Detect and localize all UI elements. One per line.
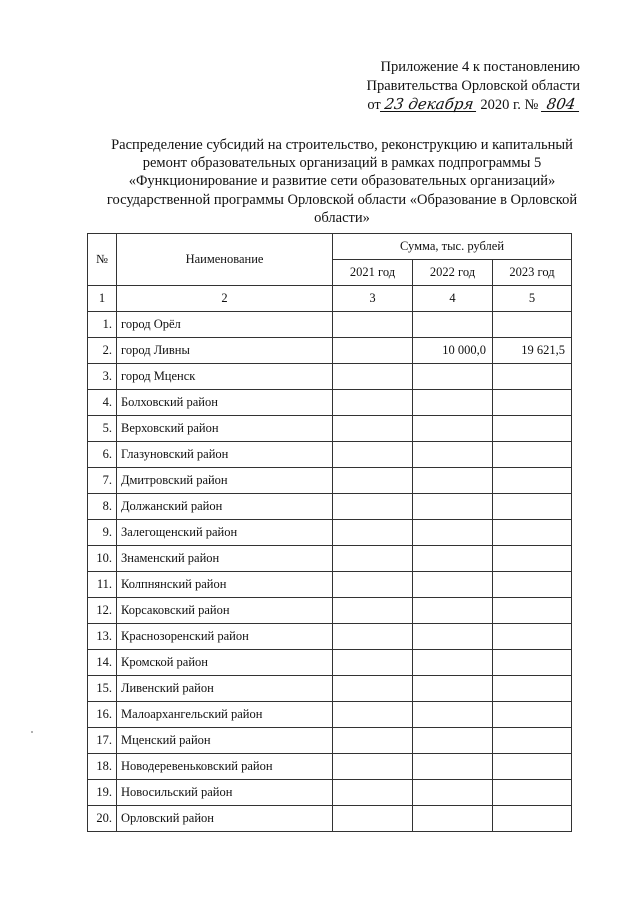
column-header-2023: 2023 год xyxy=(493,260,572,286)
row-number: 13. xyxy=(88,624,117,650)
index-cell: 4 xyxy=(413,286,493,312)
row-number: 9. xyxy=(88,520,117,546)
index-cell: 3 xyxy=(333,286,413,312)
row-value-2021 xyxy=(333,312,413,338)
row-number: 15. xyxy=(88,676,117,702)
row-value-2023 xyxy=(493,520,572,546)
table-row xyxy=(88,390,572,416)
row-name: город Орёл xyxy=(117,312,333,338)
index-cell: 2 xyxy=(117,286,333,312)
row-value-2021 xyxy=(333,416,413,442)
table-row xyxy=(88,598,572,624)
row-value-2022 xyxy=(413,598,493,624)
row-value-2023 xyxy=(493,312,572,338)
row-value-2022 xyxy=(413,780,493,806)
table-row xyxy=(88,416,572,442)
table-row xyxy=(88,520,572,546)
index-cell: 1 xyxy=(88,286,117,312)
row-number: 14. xyxy=(88,650,117,676)
row-name: Верховский район xyxy=(117,416,333,442)
row-value-2021 xyxy=(333,494,413,520)
row-value-2023 xyxy=(493,780,572,806)
row-value-2022 xyxy=(413,754,493,780)
row-name: Ливенский район xyxy=(117,676,333,702)
row-value-2022 xyxy=(413,442,493,468)
appendix-line-3 xyxy=(360,96,580,115)
row-name: Дмитровский район xyxy=(117,468,333,494)
row-value-2023 xyxy=(493,546,572,572)
column-header-sum: Сумма, тыс. рублей xyxy=(333,234,572,260)
row-number: 4. xyxy=(88,390,117,416)
table-row xyxy=(88,442,572,468)
row-number: 5. xyxy=(88,416,117,442)
index-cell: 5 xyxy=(493,286,572,312)
row-value-2023 xyxy=(493,806,572,832)
row-name: Знаменский район xyxy=(117,546,333,572)
row-name: Должанский район xyxy=(117,494,333,520)
row-value-2022 xyxy=(413,702,493,728)
row-value-2021 xyxy=(333,728,413,754)
row-value-2021 xyxy=(333,702,413,728)
row-value-2021 xyxy=(333,676,413,702)
row-value-2022: 10 000,0 xyxy=(413,338,493,364)
row-name: Новодеревеньковский район xyxy=(117,754,333,780)
table-row xyxy=(88,468,572,494)
table-row xyxy=(88,650,572,676)
scan-speck xyxy=(31,731,33,733)
row-value-2021 xyxy=(333,780,413,806)
row-value-2023 xyxy=(493,650,572,676)
row-number: 1. xyxy=(88,312,117,338)
table-row xyxy=(88,702,572,728)
row-number: 20. xyxy=(88,806,117,832)
row-number: 10. xyxy=(88,546,117,572)
row-value-2023 xyxy=(493,468,572,494)
row-value-2021 xyxy=(333,754,413,780)
row-value-2022 xyxy=(413,416,493,442)
row-value-2021 xyxy=(333,338,413,364)
row-value-2023 xyxy=(493,624,572,650)
table-row xyxy=(88,754,572,780)
row-value-2021 xyxy=(333,520,413,546)
row-number: 19. xyxy=(88,780,117,806)
row-value-2022 xyxy=(413,546,493,572)
row-number: 18. xyxy=(88,754,117,780)
row-value-2022 xyxy=(413,624,493,650)
row-value-2022 xyxy=(413,390,493,416)
table-row xyxy=(88,338,572,364)
row-value-2023 xyxy=(493,390,572,416)
row-number: 3. xyxy=(88,364,117,390)
row-name: Краснозоренский район xyxy=(117,624,333,650)
row-value-2022 xyxy=(413,676,493,702)
table-row xyxy=(88,780,572,806)
row-value-2023 xyxy=(493,494,572,520)
row-name: Малоархангельский район xyxy=(117,702,333,728)
table-row xyxy=(88,676,572,702)
row-name: Корсаковский район xyxy=(117,598,333,624)
row-value-2023: 19 621,5 xyxy=(493,338,572,364)
row-value-2021 xyxy=(333,624,413,650)
row-value-2022 xyxy=(413,520,493,546)
row-value-2022 xyxy=(413,312,493,338)
row-number: 17. xyxy=(88,728,117,754)
row-name: Орловский район xyxy=(117,806,333,832)
row-value-2023 xyxy=(493,598,572,624)
row-value-2023 xyxy=(493,572,572,598)
row-number: 8. xyxy=(88,494,117,520)
subsidy-table xyxy=(87,233,572,832)
row-value-2022 xyxy=(413,650,493,676)
row-name: Кромской район xyxy=(117,650,333,676)
column-header-2021: 2021 год xyxy=(333,260,413,286)
row-value-2021 xyxy=(333,572,413,598)
row-value-2023 xyxy=(493,728,572,754)
row-name: город Ливны xyxy=(117,338,333,364)
row-value-2021 xyxy=(333,442,413,468)
appendix-line-2: Правительства Орловской области xyxy=(366,78,580,94)
row-number: 7. xyxy=(88,468,117,494)
row-value-2022 xyxy=(413,494,493,520)
row-number: 16. xyxy=(88,702,117,728)
handwritten-number: 804 xyxy=(541,97,581,112)
table-body xyxy=(88,312,572,832)
row-number: 6. xyxy=(88,442,117,468)
table-row xyxy=(88,494,572,520)
table-row xyxy=(88,546,572,572)
row-name: Залегощенский район xyxy=(117,520,333,546)
row-value-2023 xyxy=(493,442,572,468)
document-title: Распределение субсидий на строительство, реконструкцию и капитальный ремонт образовательных организаций в рамках подпрограммы 5 «Функционирование и развитие сети образовательных организаций» государственной программы Орловской области «Образование в Орловской области» xyxy=(106,137,578,226)
row-value-2023 xyxy=(493,702,572,728)
row-number: 2. xyxy=(88,338,117,364)
row-value-2022 xyxy=(413,572,493,598)
handwritten-date: 23 декабря xyxy=(380,97,478,112)
row-value-2021 xyxy=(333,806,413,832)
date-year-number-label: 2020 г. № xyxy=(480,97,539,113)
row-value-2022 xyxy=(413,364,493,390)
row-name: Глазуновский район xyxy=(117,442,333,468)
row-name: Новосильский район xyxy=(117,780,333,806)
row-number: 11. xyxy=(88,572,117,598)
date-prefix: от xyxy=(367,97,381,113)
row-name: Мценский район xyxy=(117,728,333,754)
row-value-2021 xyxy=(333,390,413,416)
row-value-2021 xyxy=(333,364,413,390)
column-header-number: № xyxy=(88,234,117,286)
table-row xyxy=(88,728,572,754)
row-value-2023 xyxy=(493,754,572,780)
row-value-2022 xyxy=(413,728,493,754)
row-value-2023 xyxy=(493,416,572,442)
row-value-2023 xyxy=(493,676,572,702)
row-name: Колпнянский район xyxy=(117,572,333,598)
appendix-header xyxy=(360,58,580,115)
row-name: город Мценск xyxy=(117,364,333,390)
row-name: Болховский район xyxy=(117,390,333,416)
row-value-2021 xyxy=(333,468,413,494)
row-value-2022 xyxy=(413,468,493,494)
row-value-2022 xyxy=(413,806,493,832)
row-value-2021 xyxy=(333,650,413,676)
table-row xyxy=(88,312,572,338)
row-value-2021 xyxy=(333,598,413,624)
table-row xyxy=(88,572,572,598)
row-value-2023 xyxy=(493,364,572,390)
table-row xyxy=(88,624,572,650)
column-header-name: Наименование xyxy=(117,234,333,286)
table-row xyxy=(88,364,572,390)
row-value-2021 xyxy=(333,546,413,572)
column-header-2022: 2022 год xyxy=(413,260,493,286)
row-number: 12. xyxy=(88,598,117,624)
table-row xyxy=(88,806,572,832)
appendix-line-1: Приложение 4 к постановлению xyxy=(380,59,580,75)
